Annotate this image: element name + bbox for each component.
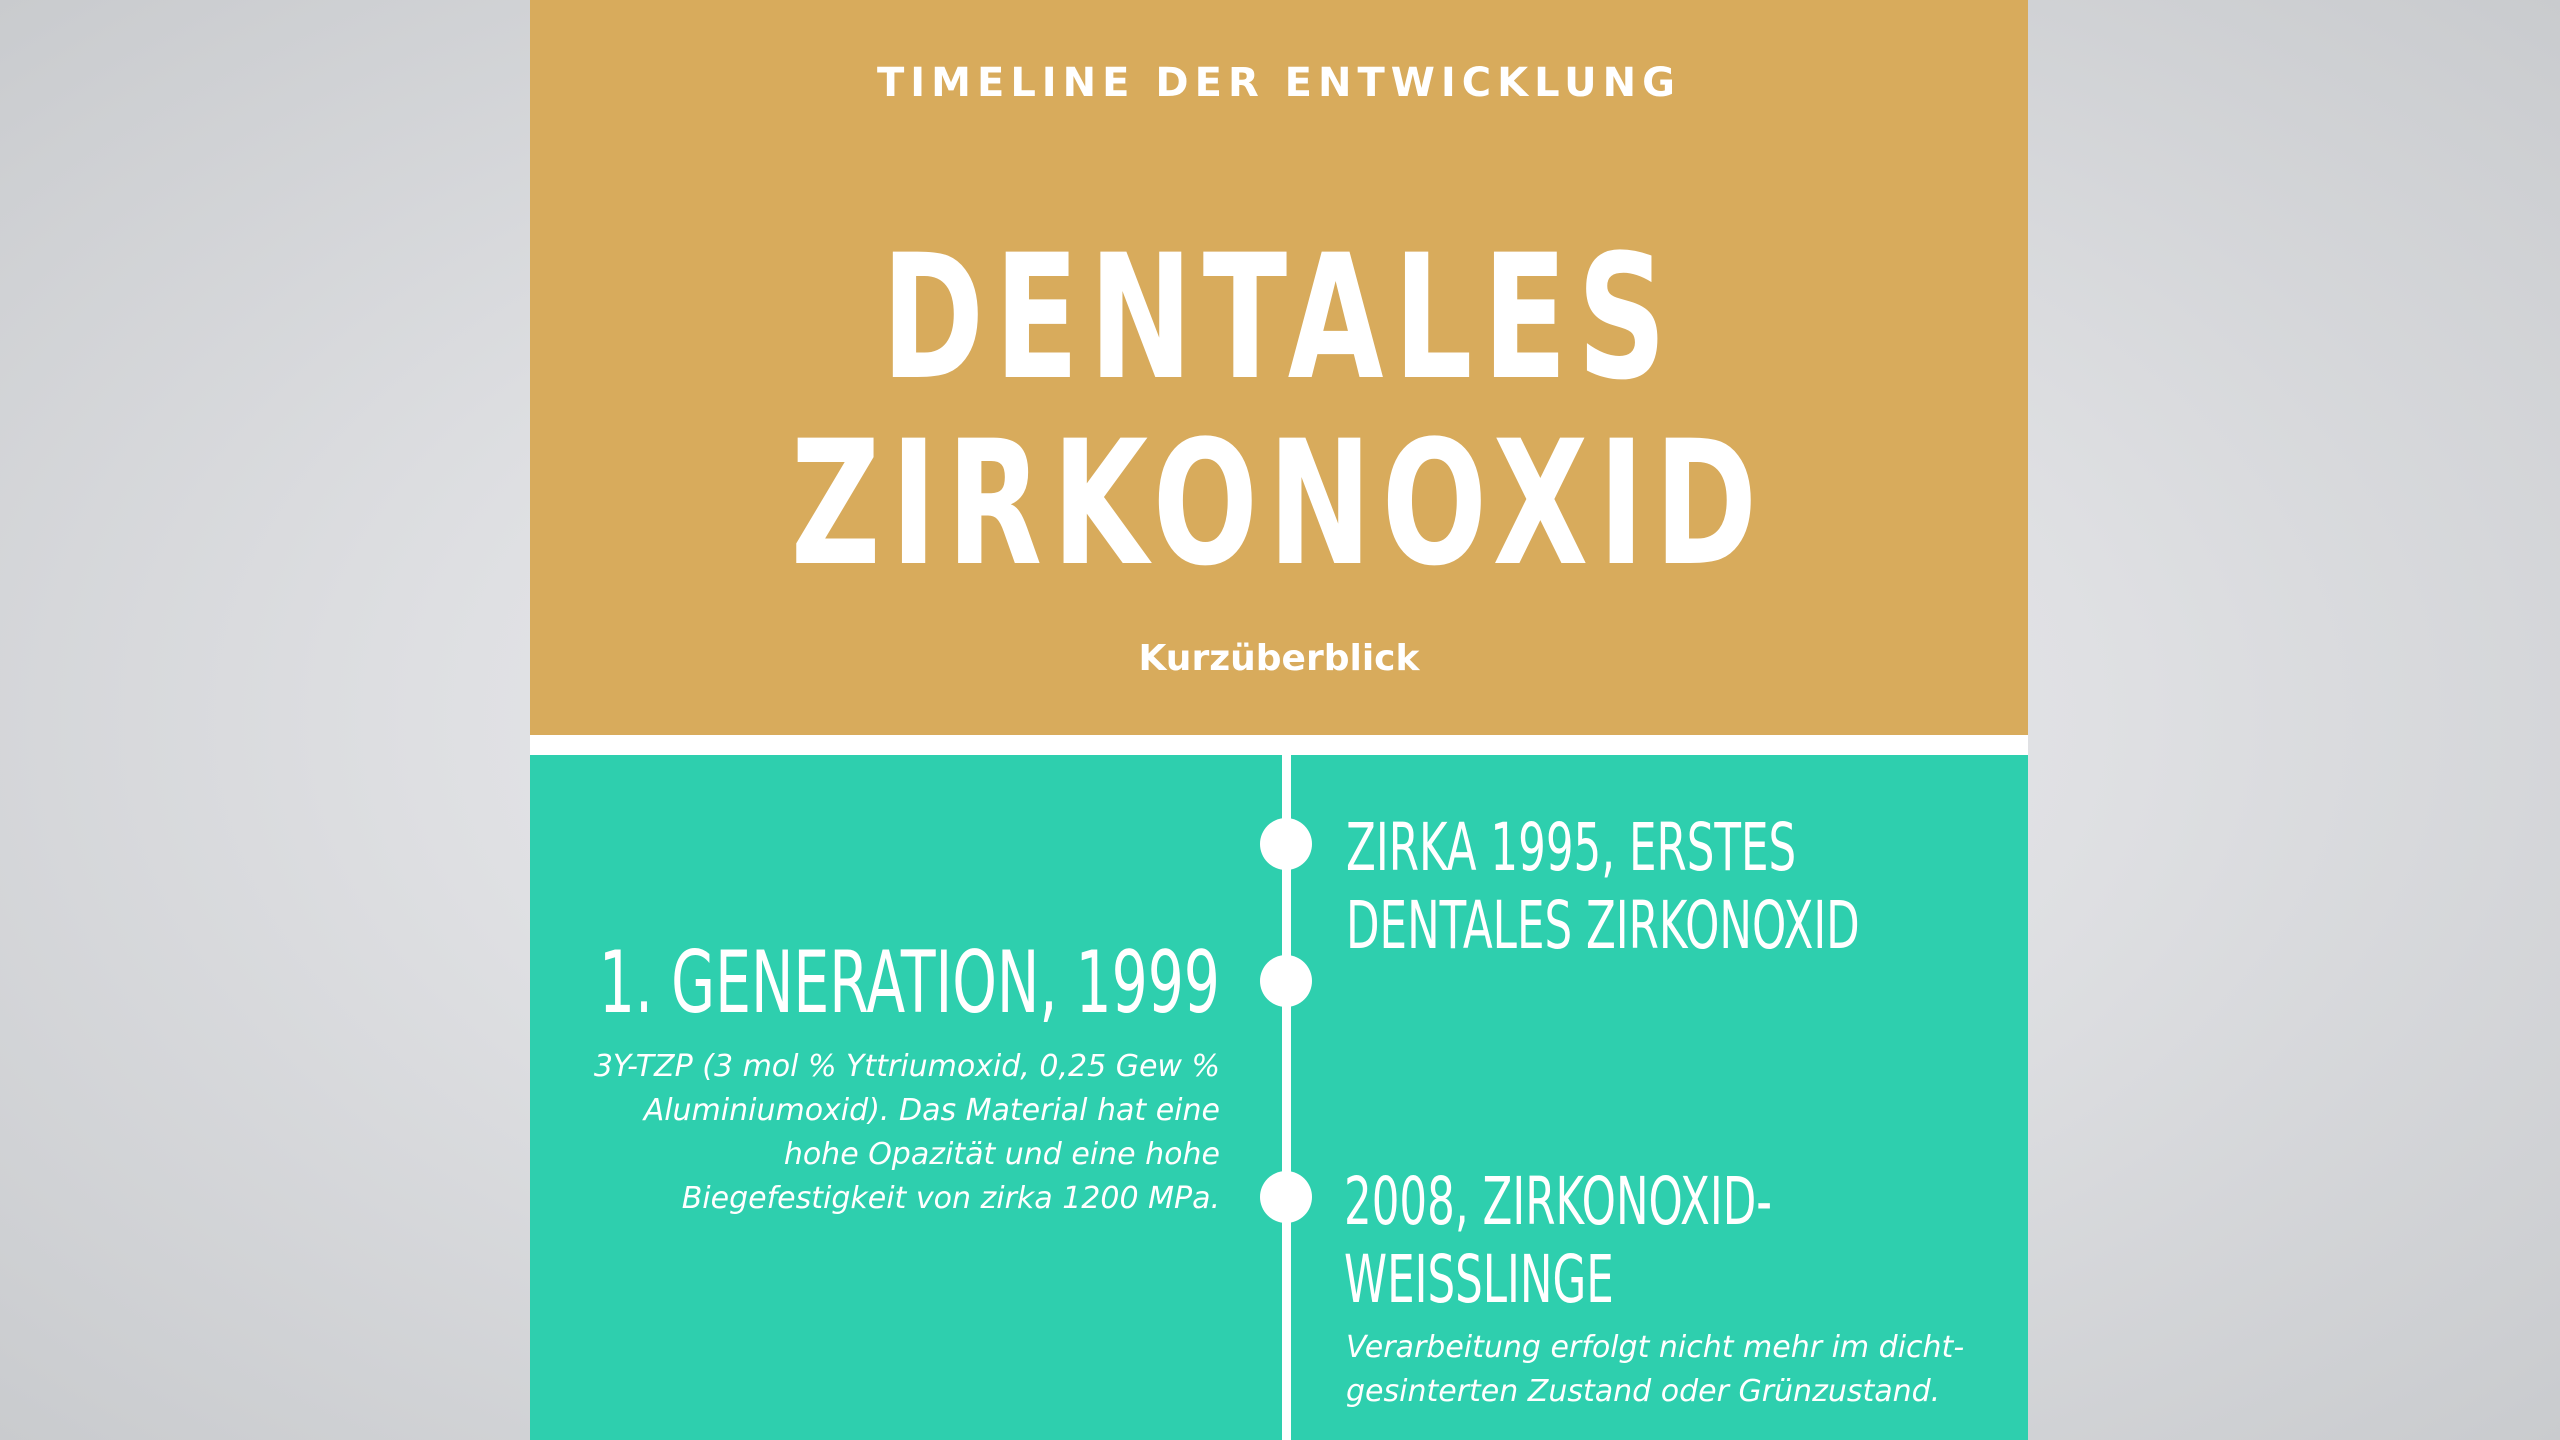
title-line-2: ZIRKONOXID [790, 403, 1768, 604]
timeline-dot-2008 [1260, 1171, 1312, 1223]
header-section [530, 0, 2028, 735]
subtitle-text: Kurzüberblick [1138, 638, 1420, 679]
event-1999-desc-line-1: 3Y-TZP (3 mol % Yttriumoxid, 0,25 Gew % [593, 1049, 1220, 1084]
event-2008-desc-line-2: gesinterten Zustand oder Grünzustand. [1346, 1374, 1941, 1409]
event-2008-desc-line-1: Verarbeitung erfolgt nicht mehr im dicht- [1346, 1330, 1965, 1365]
event-1999-description [580, 1045, 1220, 1221]
event-1995-title-line-1: ZIRKA 1995, ERSTES [1346, 809, 1797, 886]
event-2008-title-line-2: WEISSLINGE [1344, 1241, 1614, 1318]
infographic-poster [530, 0, 2028, 1440]
event-1999-desc-line-4: Biegefestigkeit von zirka 1200 MPa. [681, 1181, 1220, 1216]
event-1999-desc-line-2: Aluminiumoxid). Das Material hat eine [643, 1093, 1220, 1128]
kicker-text: TIMELINE DER ENTWICKLUNG [877, 60, 1681, 106]
timeline-dot-1999 [1260, 955, 1312, 1007]
timeline-dot-1995 [1260, 818, 1312, 870]
event-1999-title: 1. GENERATION, 1999 [598, 933, 1220, 1033]
event-2008-title-line-1: 2008, ZIRKONOXID- [1344, 1163, 1773, 1240]
event-1995-title-line-2: DENTALES ZIRKONOXID [1346, 887, 1860, 964]
title-line-1: DENTALES [881, 217, 1677, 418]
event-2008-description [1346, 1326, 1986, 1414]
page-title [740, 217, 1819, 604]
timeline-section [530, 755, 2028, 1440]
event-1999-desc-line-3: hohe Opazität und eine hohe [783, 1137, 1220, 1172]
event-1995-title [1346, 809, 1860, 965]
event-2008-title [1344, 1163, 1772, 1319]
